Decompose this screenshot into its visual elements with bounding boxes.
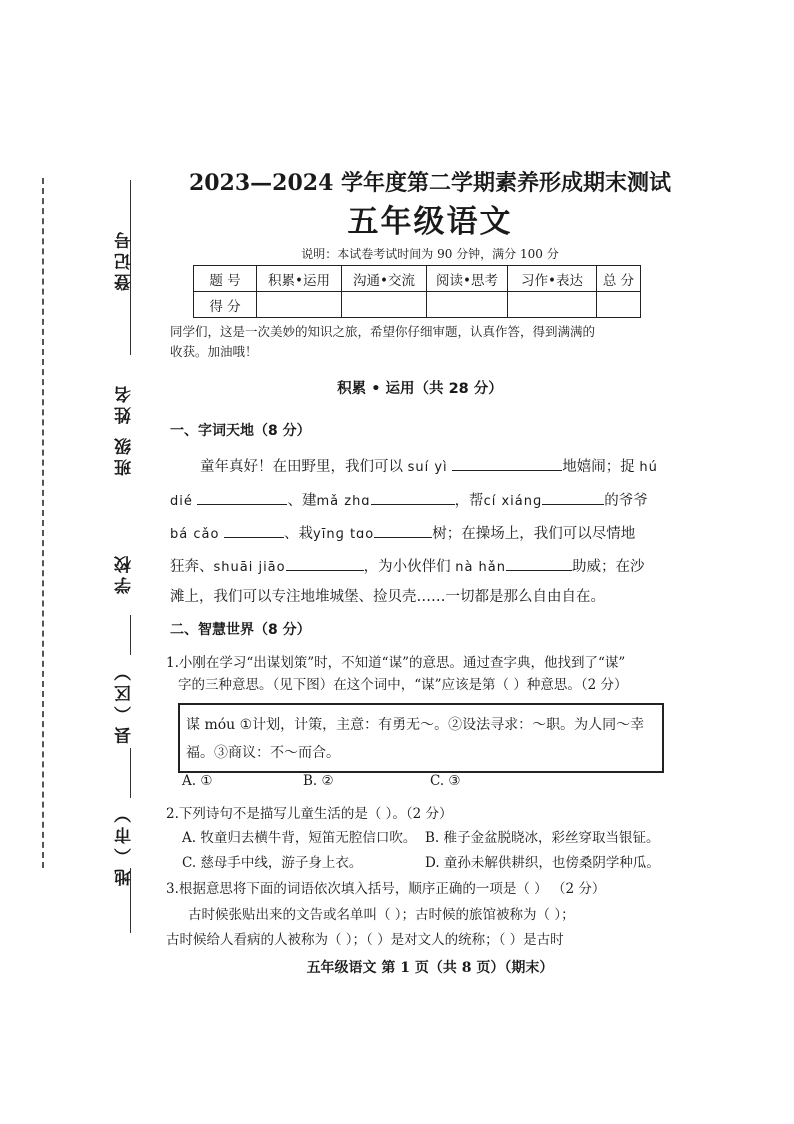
answer-blank[interactable] (197, 490, 287, 505)
answer-blank[interactable] (506, 556, 572, 571)
text-run: 、栽 (284, 526, 314, 542)
pinyin: nà hǎn (455, 560, 507, 575)
instructions: 说明：本试卷考试时间为 90 分钟，满分 100 分 (301, 247, 559, 261)
text-run: 助威；在沙 (572, 559, 645, 575)
answer-blank[interactable] (286, 556, 364, 571)
part1-paragraph (170, 455, 670, 605)
text-run: 狂奔、 (170, 559, 214, 575)
dictionary-definition-box (178, 703, 664, 773)
answer-blank[interactable] (371, 490, 455, 505)
q2-option-a[interactable]: A. 牧童归去横牛背，短笛无腔信口吹。 (182, 830, 417, 846)
text-run: ，帮 (454, 493, 484, 509)
pinyin: cí xiánɡ (483, 494, 543, 509)
score-header-cell: 习作•表达 (508, 266, 597, 292)
city-underline-1 (130, 748, 131, 798)
school-label: 学校 (115, 552, 135, 594)
definition-line-2: 福。③商议：不～而合。 (186, 745, 340, 761)
score-table-header-row (194, 266, 641, 292)
pinyin: suí yì (407, 460, 448, 475)
score-header-cell: 沟通•交流 (342, 266, 427, 292)
q1-line-1: 1.小刚在学习“出谋划策”时，不知道“谋”的意思。通过查字典，他找到了“谋” (166, 655, 626, 671)
page-footer: 五年级语文 第 1 页（共 8 页）（期末） (306, 960, 554, 976)
part1-line-3 (170, 522, 635, 543)
binding-dashed-line (42, 178, 44, 868)
answer-blank[interactable] (224, 523, 284, 538)
q1-option-c[interactable]: C. ③ (430, 773, 461, 789)
greeting-line-2: 收获。加油哦！ (170, 344, 258, 359)
q1-option-a[interactable]: A. ① (182, 773, 213, 789)
text-run: 地嬉闹；捉 (562, 459, 635, 475)
score-row-label: 得 分 (194, 292, 257, 318)
score-header-cell: 积累•运用 (257, 266, 342, 292)
q1-option-b[interactable]: B. ② (303, 773, 334, 789)
pinyin: hú (639, 460, 658, 475)
score-cell[interactable] (508, 292, 597, 318)
score-table (193, 265, 641, 318)
definition-line-1: 谋 móu ①计划，计策，主意：有勇无～。②设法寻求：～职。为人同～幸 (186, 717, 645, 733)
registration-label: 登记号 (115, 228, 135, 291)
text-run: ，为小伙伴们 (363, 559, 451, 575)
subject-title: 五年级语文 (347, 204, 513, 240)
q2-option-d[interactable]: D. 童孙未解供耕织，也傍桑阴学种瓜。 (425, 855, 660, 871)
score-header-cell: 总 分 (597, 266, 641, 292)
city-underline-2 (130, 868, 131, 933)
text-run: 、建 (287, 493, 317, 509)
answer-blank[interactable] (542, 490, 604, 505)
greeting (170, 322, 670, 362)
part1-line-4 (170, 555, 645, 576)
pinyin: shuāi jiāo (213, 560, 286, 575)
q3-line-2: 古时候给人看病的人被称为（ ）；（ ）是对文人的统称；（ ）是古时 (166, 932, 564, 948)
exam-title: 2023—2024 学年度第二学期素养形成期末测试 (188, 170, 672, 196)
score-header-cell: 阅读•思考 (427, 266, 508, 292)
text-run: 树；在操场上，我们可以尽情地 (432, 526, 636, 542)
pinyin: bá cǎo (170, 527, 220, 542)
q2-stem: 2.下列诗句不是描写儿童生活的是（ ）。（2 分） (166, 806, 453, 822)
answer-blank[interactable] (374, 523, 432, 538)
part1-line-2 (170, 489, 648, 510)
text-run: 的爷爷 (604, 493, 648, 509)
part2-heading: 二、智慧世界（8 分） (170, 622, 311, 638)
county-underline (130, 615, 131, 655)
q3-line-1: 古时候张贴出来的文告或名单叫（ ）；古时候的旅馆被称为（ ）； (188, 907, 575, 923)
city-label: 地（市） (115, 802, 135, 886)
pinyin: yīnɡ tɑo (313, 527, 375, 542)
score-cell[interactable] (342, 292, 427, 318)
section-title: 积累 • 运用（共 28 分） (337, 381, 503, 397)
q2-option-b[interactable]: B. 稚子金盆脱晓冰，彩丝穿取当银钲。 (425, 830, 660, 846)
answer-blank[interactable] (452, 456, 562, 471)
score-cell[interactable] (597, 292, 641, 318)
text-run: 童年真好！在田野里，我们可以 (200, 459, 403, 475)
part1-heading: 一、字词天地（8 分） (170, 423, 311, 439)
part1-line-5: 滩上，我们可以专注地堆城堡、捡贝壳……一切都是那么自由自在。 (170, 589, 605, 605)
score-cell[interactable] (427, 292, 508, 318)
part1-line-1 (200, 455, 658, 476)
q3-stem: 3.根据意思将下面的词语依次填入括号，顺序正确的一项是（ ） （2 分） (166, 881, 606, 897)
score-cell[interactable] (257, 292, 342, 318)
class-name-label: 班级 姓名 (115, 382, 135, 476)
county-label: 县（区） (115, 660, 135, 744)
score-header-cell: 题 号 (194, 266, 257, 292)
score-table-score-row (194, 292, 641, 318)
q2-option-c[interactable]: C. 慈母手中线，游子身上衣。 (182, 855, 363, 871)
pinyin: dié (170, 494, 193, 509)
pinyin: mǎ zhɑ (316, 494, 371, 509)
q1-line-2: 字的三种意思。（见下图）在这个词中，“谋”应该是第（ ）种意思。（2 分） (178, 677, 628, 693)
greeting-line-1: 同学们，这是一次美妙的知识之旅，希望你仔细审题，认真作答，得到满满的 (170, 324, 596, 339)
